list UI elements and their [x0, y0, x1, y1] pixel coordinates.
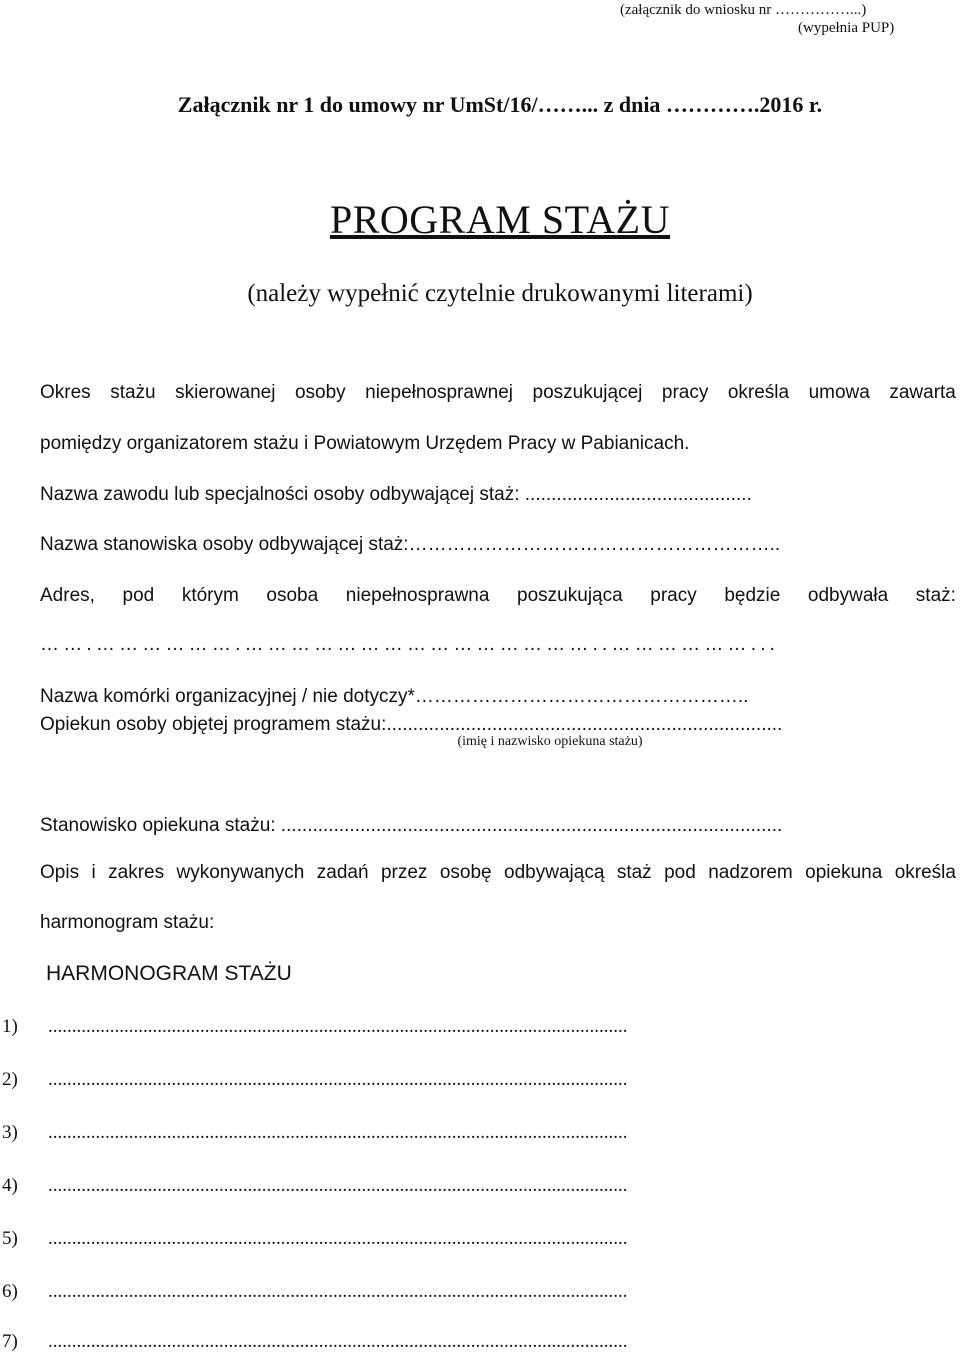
word: zawarta	[889, 382, 956, 403]
item-fill-line[interactable]: ..........................................................................................................................	[48, 1331, 628, 1352]
schedule-heading: HARMONOGRAM STAŻU	[46, 962, 292, 985]
item-fill-line[interactable]: ..........................................................................................................................	[48, 1122, 628, 1143]
item-fill-line[interactable]: ..........................................................................................................................	[48, 1281, 628, 1302]
item-number: 3)	[2, 1122, 18, 1143]
word: Okres	[40, 382, 91, 403]
word: określa	[727, 382, 790, 403]
word: Adres,	[40, 585, 95, 606]
word: pod	[664, 862, 696, 883]
word: poszukująca	[517, 585, 623, 606]
word: pracy	[650, 585, 697, 606]
description-line-1	[40, 862, 956, 884]
word: osobę	[439, 862, 492, 883]
word: niepełnosprawna	[345, 585, 490, 606]
item-number: 4)	[2, 1175, 18, 1196]
attachment-note: (załącznik do wniosku nr ……………...)	[620, 2, 867, 18]
filled-by-note: (wypełnia PUP)	[798, 20, 895, 36]
word: i	[91, 862, 96, 883]
word: odbywającą	[504, 862, 605, 883]
supervisor-position-field[interactable]: Stanowisko opiekuna stażu: ...............................................................................................	[40, 815, 783, 836]
org-unit-field[interactable]: Nazwa komórki organizacyjnej / nie dotyczy*……………………………………………..	[40, 686, 749, 707]
item-number: 2)	[2, 1069, 18, 1090]
word: będzie	[724, 585, 781, 606]
word: osoba	[266, 585, 319, 606]
intro-line-1	[40, 382, 956, 404]
word: staż:	[915, 585, 956, 606]
item-fill-line[interactable]: ..........................................................................................................................	[48, 1016, 628, 1037]
item-number: 6)	[2, 1281, 18, 1302]
annex-title: Załącznik nr 1 do umowy nr UmSt/16/……... z dnia ………….2016 r.	[177, 92, 823, 117]
word: zadań	[316, 862, 369, 883]
word: wykonywanych	[176, 862, 305, 883]
word: którym	[181, 585, 239, 606]
word: zakres	[108, 862, 165, 883]
address-field[interactable]: …….……………….………………………………………..………………...	[40, 634, 780, 655]
word: nadzorem	[708, 862, 793, 883]
word: poszukującej	[532, 382, 643, 403]
word: umowa	[808, 382, 870, 403]
item-number: 7)	[2, 1331, 18, 1352]
description-line-2: harmonogram stażu:	[40, 912, 215, 933]
word: przez	[380, 862, 428, 883]
word: odbywała	[807, 585, 889, 606]
intro-line-2: pomiędzy organizatorem stażu i Powiatowym Urzędem Pracy w Pabianicach.	[40, 433, 690, 454]
word: stażu	[110, 382, 156, 403]
address-label-line	[40, 585, 956, 607]
word: staż	[616, 862, 652, 883]
supervisor-field[interactable]: Opiekun osoby objętej programem stażu:...........................................................................	[40, 714, 783, 735]
word: skierowanej	[175, 382, 276, 403]
word: pracy	[661, 382, 709, 403]
item-number: 1)	[2, 1016, 18, 1037]
word: Opis	[40, 862, 80, 883]
word: opiekuna	[805, 862, 883, 883]
item-fill-line[interactable]: ..........................................................................................................................	[48, 1228, 628, 1249]
supervisor-caption: (imię i nazwisko opiekuna stażu)	[457, 734, 643, 749]
item-fill-line[interactable]: ..........................................................................................................................	[48, 1175, 628, 1196]
word: osoby	[294, 382, 346, 403]
document-subtitle: (należy wypełnić czytelnie drukowanymi literami)	[247, 280, 753, 307]
word: pod	[122, 585, 155, 606]
item-number: 5)	[2, 1228, 18, 1249]
profession-field[interactable]: Nazwa zawodu lub specjalności osoby odbywającej staż: ...........................................	[40, 484, 752, 505]
word: niepełnosprawnej	[365, 382, 514, 403]
document-title: PROGRAM STAŻU	[329, 197, 670, 242]
item-fill-line[interactable]: ..........................................................................................................................	[48, 1069, 628, 1090]
position-field[interactable]: Nazwa stanowiska osoby odbywającej staż:…………………………………………………..	[40, 534, 781, 555]
word: określa	[894, 862, 956, 883]
